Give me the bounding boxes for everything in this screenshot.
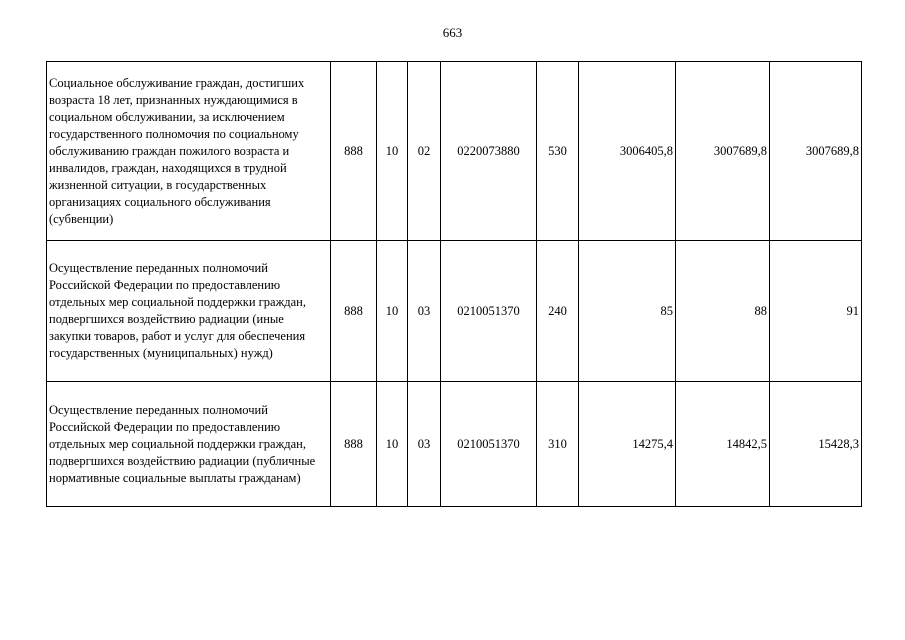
expense-type-code: 310	[537, 382, 579, 507]
section-code: 10	[377, 62, 408, 241]
expense-type-code: 240	[537, 241, 579, 382]
subsection-code: 02	[408, 62, 441, 241]
amount-year-2: 14842,5	[676, 382, 770, 507]
table-row	[47, 241, 862, 382]
amount-year-1: 3006405,8	[579, 62, 676, 241]
amount-year-2: 88	[676, 241, 770, 382]
row-description: Социальное обслуживание граждан, достигших возраста 18 лет, признанных нуждающимися в социальном обслуживании, за исключением государственного полномочия по социальному обслуживанию граждан пожилого возраста и инвалидов, граждан, находящихся в трудной жизненной ситуации, в государственных организациях социального обслуживания (субвенции)	[47, 62, 331, 241]
ministry-code: 888	[331, 62, 377, 241]
target-article-code: 0210051370	[441, 241, 537, 382]
amount-year-1: 14275,4	[579, 382, 676, 507]
table-row	[47, 62, 862, 241]
subsection-code: 03	[408, 241, 441, 382]
amount-year-2: 3007689,8	[676, 62, 770, 241]
row-description: Осуществление переданных полномочий Российской Федерации по предоставлению отдельных мер социальной поддержки граждан, подвергшихся воздействию радиации (публичные нормативные социальные выплаты гражданам)	[47, 382, 331, 507]
target-article-code: 0210051370	[441, 382, 537, 507]
ministry-code: 888	[331, 241, 377, 382]
amount-year-3: 91	[770, 241, 862, 382]
section-code: 10	[377, 241, 408, 382]
table-row	[47, 382, 862, 507]
target-article-code: 0220073880	[441, 62, 537, 241]
section-code: 10	[377, 382, 408, 507]
row-description: Осуществление переданных полномочий Российской Федерации по предоставлению отдельных мер социальной поддержки граждан, подвергшихся воздействию радиации (иные закупки товаров, работ и услуг для обеспечения государственных (муниципальных) нужд)	[47, 241, 331, 382]
amount-year-3: 15428,3	[770, 382, 862, 507]
expense-type-code: 530	[537, 62, 579, 241]
subsection-code: 03	[408, 382, 441, 507]
amount-year-1: 85	[579, 241, 676, 382]
page-number: 663	[442, 25, 463, 40]
amount-year-3: 3007689,8	[770, 62, 862, 241]
budget-table	[46, 61, 862, 507]
ministry-code: 888	[331, 382, 377, 507]
